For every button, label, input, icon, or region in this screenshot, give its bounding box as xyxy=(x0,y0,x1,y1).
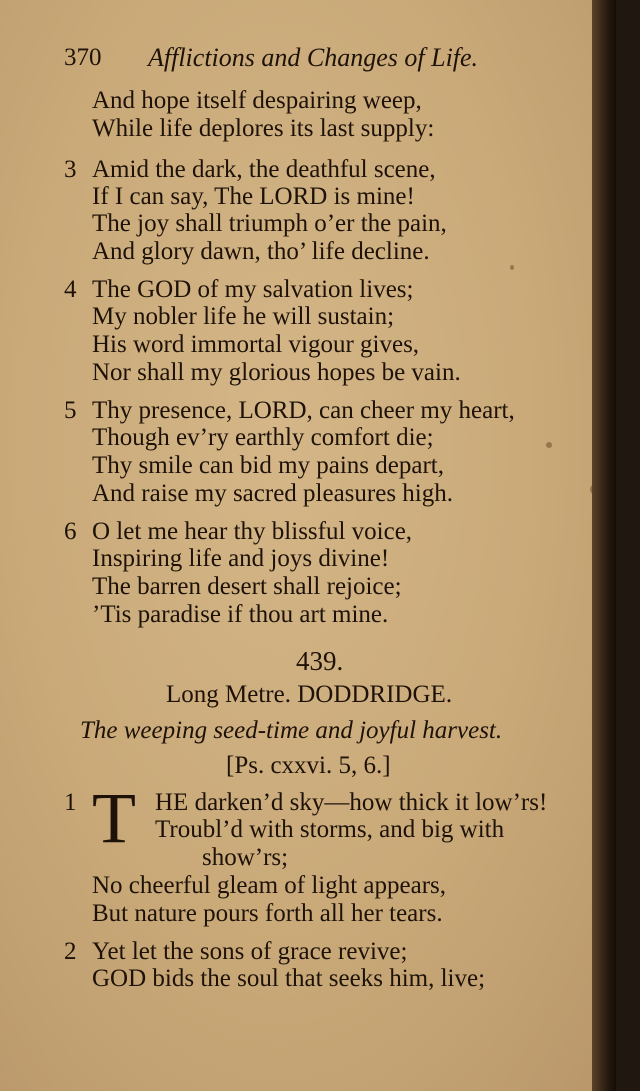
verse-line: Troubl’d with storms, and big with xyxy=(155,816,505,843)
verse-line: Amid the dark, the deathful scene, xyxy=(92,156,436,183)
verse-line: And hope itself despairing weep, xyxy=(92,87,422,114)
verse-line: Thy smile can bid my pains depart, xyxy=(92,452,445,479)
scripture-reference: [Ps. cxxvi. 5, 6.] xyxy=(226,752,391,779)
stanza-number: 1 xyxy=(64,789,77,816)
running-head: Afflictions and Changes of Life. xyxy=(148,43,479,72)
verse-line: HE darken’d sky—how thick it low’rs! xyxy=(155,789,548,816)
verse-line: The joy shall triumph o’er the pain, xyxy=(92,210,447,237)
meter: Long Metre. xyxy=(166,681,291,708)
verse-line: Thy presence, LORD, can cheer my heart, xyxy=(92,397,515,424)
verse-line: O let me hear thy blissful voice, xyxy=(92,518,413,545)
verse-line: GOD bids the soul that seeks him, live; xyxy=(92,965,486,992)
author: DODDRIDGE. xyxy=(297,681,453,708)
verse-line: While life deplores its last supply: xyxy=(92,115,435,142)
paper-speck xyxy=(510,265,514,270)
stanza-number: 4 xyxy=(64,276,77,303)
verse-line: ’Tis paradise if thou art mine. xyxy=(92,601,389,628)
verse-line: Nor shall my glorious hopes be vain. xyxy=(92,359,461,386)
verse-line: The GOD of my salvation lives; xyxy=(92,276,414,303)
verse-line: If I can say, The LORD is mine! xyxy=(92,183,415,210)
stanza-number: 6 xyxy=(64,518,77,545)
verse-line: Inspiring life and joys divine! xyxy=(92,545,390,572)
hymn-number: 439. xyxy=(296,646,344,676)
page-number: 370 xyxy=(64,44,102,71)
meter-line xyxy=(166,681,452,709)
hymn-title: The weeping seed-time and joyful harvest. xyxy=(80,717,503,744)
verse-line: His word immortal vigour gives, xyxy=(92,331,420,358)
page-edge-shadow xyxy=(592,0,616,1091)
verse-line: The barren desert shall rejoice; xyxy=(92,573,402,600)
stanza-number: 2 xyxy=(64,938,77,965)
verse-line: My nobler life he will sustain; xyxy=(92,303,395,330)
drop-cap: T xyxy=(92,778,136,858)
paper-speck xyxy=(546,442,552,448)
verse-line: Though ev’ry earthly comfort die; xyxy=(92,424,434,451)
stanza-number: 5 xyxy=(64,397,77,424)
verse-line: And glory dawn, tho’ life decline. xyxy=(92,238,430,265)
stanza-number: 3 xyxy=(64,156,77,183)
verse-line: And raise my sacred pleasures high. xyxy=(92,480,453,507)
verse-line: Yet let the sons of grace revive; xyxy=(92,938,408,965)
verse-line: No cheerful gleam of light appears, xyxy=(92,872,447,899)
verse-line-continuation: show’rs; xyxy=(202,844,289,871)
verse-line: But nature pours forth all her tears. xyxy=(92,900,443,927)
